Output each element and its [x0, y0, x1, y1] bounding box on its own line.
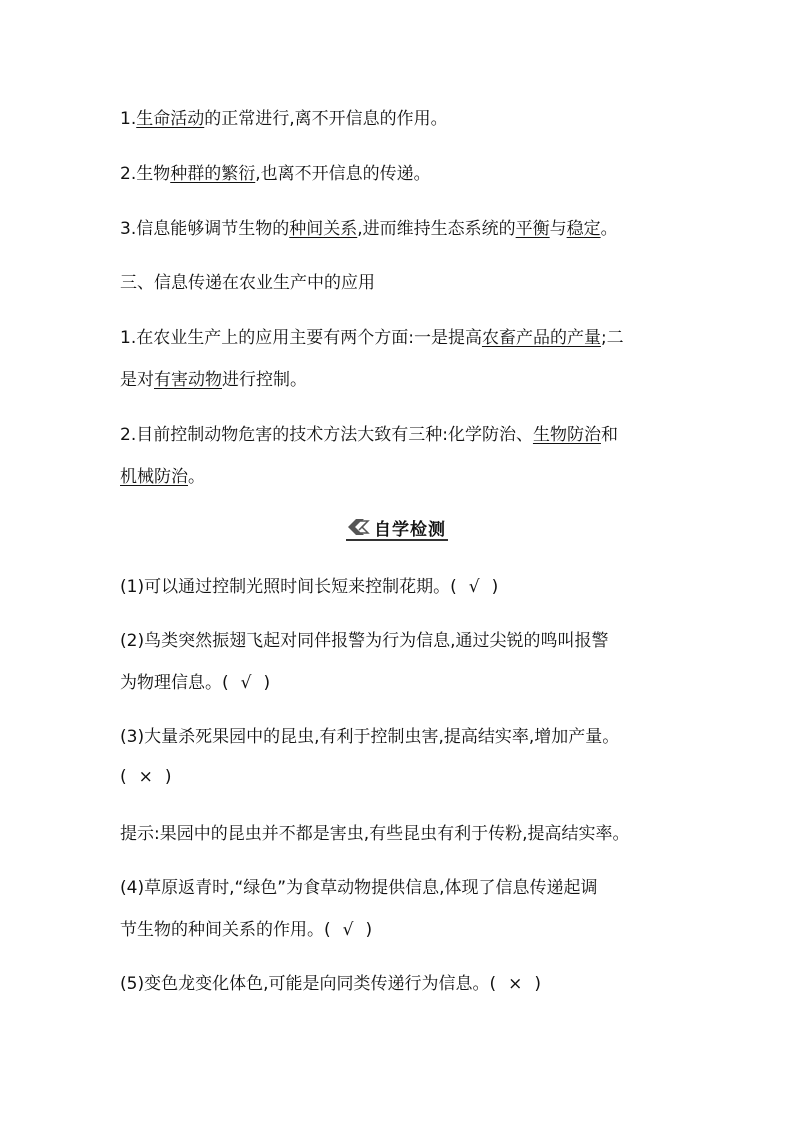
- underlined-answer: 农畜产品的产量: [481, 328, 601, 348]
- item-text: 3.信息能够调节生物的: [120, 219, 290, 239]
- item-text: 进行控制。: [222, 370, 307, 390]
- question-text: (5)变色龙变化体色,可能是向同类传递行为信息。(: [120, 974, 497, 994]
- item-text: 2.目前控制动物危害的技术方法大致有三种:化学防治、: [120, 425, 533, 445]
- question-text: ): [534, 974, 542, 994]
- question-text: ): [365, 920, 373, 940]
- item-text: 2.生物: [120, 164, 171, 184]
- hint-text: 提示:果园中的昆虫并不都是害虫,有些昆虫有利于传粉,提高结实率。: [120, 824, 630, 844]
- check-mark: √: [342, 920, 354, 940]
- question-3-line1: (3)大量杀死果园中的昆虫,有利于控制虫害,提高结实率,增加产量。: [120, 727, 620, 747]
- item-text: 与: [549, 219, 567, 239]
- item-text: ,也离不开信息的传递。: [255, 164, 431, 184]
- question-text: ): [164, 767, 172, 787]
- question-text: ): [491, 577, 499, 597]
- underlined-answer: 种群的繁衍: [170, 164, 256, 184]
- question-1: [120, 576, 680, 598]
- question-text: 为物理信息。(: [120, 673, 229, 693]
- underlined-answer: 机械防治: [120, 467, 188, 487]
- section3-item1-line2: [120, 369, 680, 391]
- check-mark: √: [240, 673, 252, 693]
- question-2-line1: (2)鸟类突然振翅飞起对同伴报警为行为信息,通过尖锐的鸣叫报警: [120, 631, 609, 651]
- pencil-diamond-icon: [346, 517, 372, 537]
- question-5: [120, 973, 680, 995]
- banner-content: [346, 516, 446, 538]
- item-text: ;二: [600, 328, 624, 348]
- underlined-answer: 种间关系: [289, 219, 358, 239]
- item-text: 1.在农业生产上的应用主要有两个方面:一是提高: [120, 328, 482, 348]
- underlined-answer: 有害动物: [154, 370, 222, 390]
- item-text: 是对: [120, 370, 154, 390]
- item-text: ,进而维持生态系统的: [357, 219, 516, 239]
- item-text: 。: [600, 219, 618, 239]
- self-check-banner: [346, 516, 448, 542]
- question-text: 节生物的种间关系的作用。(: [120, 920, 331, 940]
- section3-item2-line1: [120, 424, 680, 446]
- section2-item1: [120, 108, 680, 130]
- section2-item3: [120, 218, 680, 240]
- cross-mark: ×: [508, 974, 523, 994]
- item-text: 。: [188, 467, 205, 487]
- question-text: ): [263, 673, 271, 693]
- item-text: 的正常进行,离不开信息的作用。: [204, 109, 448, 129]
- underlined-answer: 生物防治: [532, 425, 601, 445]
- check-mark: √: [468, 577, 480, 597]
- underlined-answer: 生命活动: [136, 109, 205, 129]
- question-text: (: [120, 767, 127, 787]
- question-4-line1: (4)草原返青时,“绿色”为食草动物提供信息,体现了信息传递起调: [120, 878, 598, 898]
- question-4-line2: [120, 919, 680, 941]
- item-text: 和: [600, 425, 618, 445]
- section3-item1-line1: [120, 327, 680, 349]
- question-2-line2: [120, 672, 680, 694]
- underlined-answer: 平衡: [515, 219, 550, 239]
- item-text: 1.: [120, 109, 137, 129]
- section3-item2-line2: [120, 466, 680, 488]
- question-text: (1)可以通过控制光照时间长短来控制花期。(: [120, 577, 457, 597]
- cross-mark: ×: [138, 767, 153, 787]
- underlined-answer: 稳定: [566, 219, 601, 239]
- section2-item2: [120, 163, 680, 185]
- self-check-title: 自学检测: [374, 519, 446, 540]
- section3-heading: 三、信息传递在农业生产中的应用: [120, 273, 375, 293]
- question-3-line2: [120, 766, 680, 788]
